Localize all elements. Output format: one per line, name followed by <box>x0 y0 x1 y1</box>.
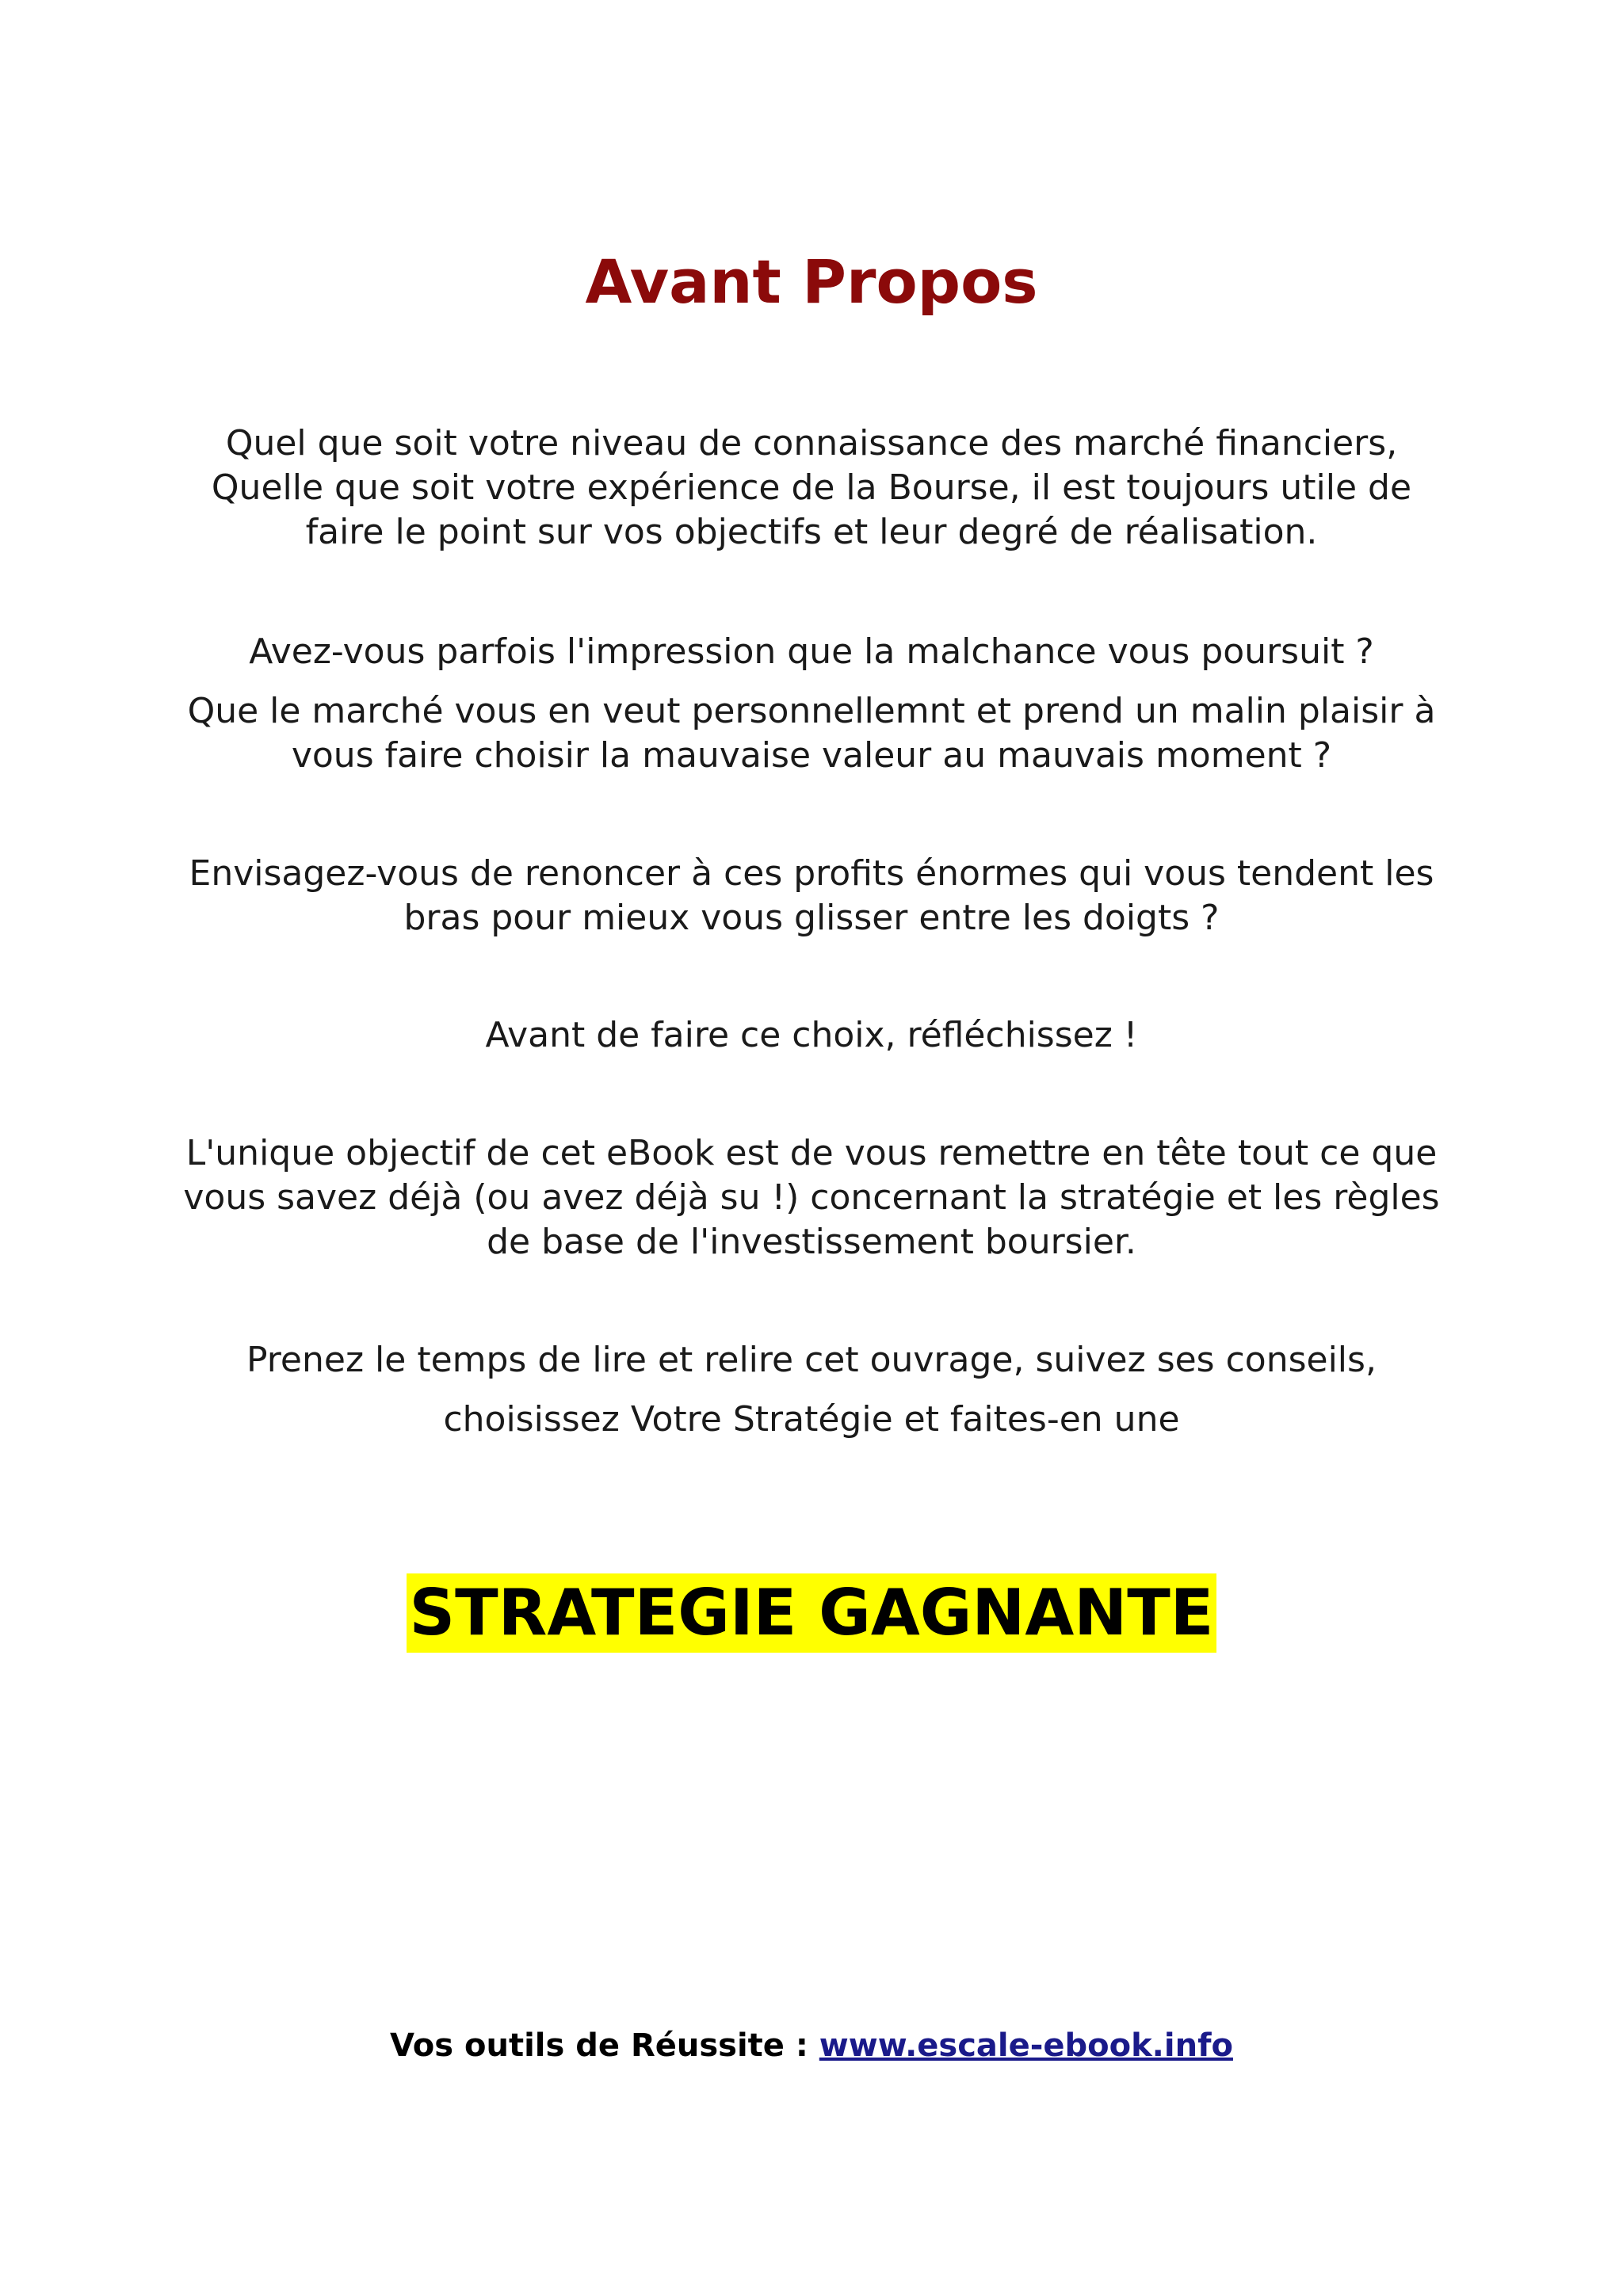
paragraph-reflect <box>119 1013 1504 1058</box>
paragraph-question-3 <box>119 852 1504 940</box>
paragraph-line: Avez-vous parfois l'impression que la malchance vous poursuit ? <box>249 631 1374 672</box>
paragraph-line: Envisagez-vous de renoncer à ces profits énormes qui vous tendent les <box>189 853 1434 894</box>
paragraph-line: Quel que soit votre niveau de connaissance des marché financiers, <box>225 423 1398 463</box>
paragraph-advice-2 <box>119 1398 1504 1442</box>
paragraph-line: Avant de faire ce choix, réfléchissez ! <box>485 1015 1138 1055</box>
paragraph-advice-1 <box>119 1338 1504 1383</box>
paragraph-question-1 <box>119 630 1504 674</box>
paragraph-line: bras pour mieux vous glisser entre les doigts ? <box>403 898 1220 938</box>
highlighted-heading: STRATEGIE GAGNANTE <box>407 1573 1217 1653</box>
paragraph-line: L'unique objectif de cet eBook est de vous remettre en tête tout ce que <box>185 1133 1438 1173</box>
page-title: Avant Propos <box>585 246 1038 317</box>
footer-label: Vos outils de Réussite : <box>390 2027 819 2064</box>
paragraph-line: Quelle que soit votre expérience de la Bourse, il est toujours utile de <box>211 467 1412 508</box>
paragraph-line: vous savez déjà (ou avez déjà su !) concernant la stratégie et les règles <box>183 1177 1440 1218</box>
paragraph-line: choisissez Votre Stratégie et faites-en une <box>443 1399 1180 1440</box>
paragraph-question-2 <box>119 689 1504 778</box>
paragraph-line: Prenez le temps de lire et relire cet ouvrage, suivez ses conseils, <box>246 1340 1377 1380</box>
highlight-container <box>0 1573 1623 1653</box>
footer <box>0 2024 1623 2067</box>
paragraph-objective <box>119 1131 1504 1264</box>
paragraph-line: de base de l'investissement boursier. <box>487 1222 1136 1262</box>
paragraph-intro <box>119 421 1504 555</box>
paragraph-line: Que le marché vous en veut personnellemnt et prend un malin plaisir à <box>187 691 1436 731</box>
paragraph-line: faire le point sur vos objectifs et leur degré de réalisation. <box>305 512 1318 552</box>
paragraph-line: vous faire choisir la mauvaise valeur au mauvais moment ? <box>291 735 1332 776</box>
footer-link[interactable]: www.escale-ebook.info <box>819 2027 1233 2064</box>
